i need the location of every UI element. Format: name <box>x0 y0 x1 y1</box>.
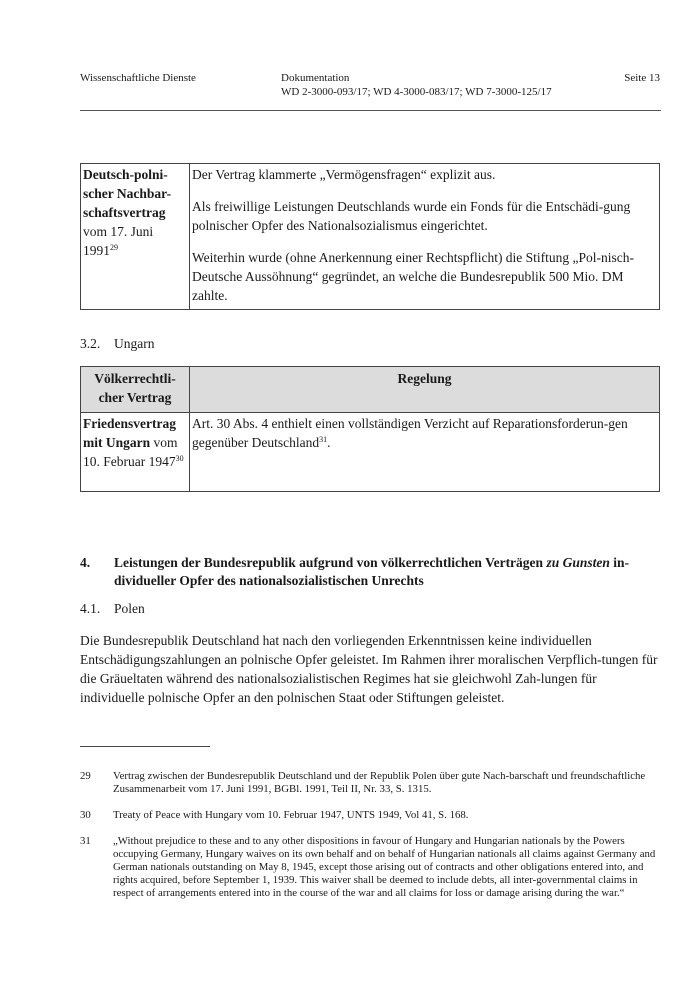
section-heading-4 <box>80 554 660 590</box>
treaty-name-cell <box>81 413 190 492</box>
section-title: Ungarn <box>114 336 155 351</box>
treaty-name-cell <box>81 164 190 310</box>
footnote-ref[interactable]: 29 <box>110 243 118 252</box>
section-number: 4. <box>80 555 91 570</box>
header-doc-numbers: WD 2-3000-093/17; WD 4-3000-083/17; WD 7-3000-125/17 <box>281 86 552 98</box>
treaty-name: Friedensvertrag mit Ungarn <box>83 416 176 450</box>
regulation-text: Art. 30 Abs. 4 enthielt einen vollständigen Verzicht auf Reparationsforderun-gen gegenüber Deutschland <box>192 416 628 450</box>
table-row <box>81 164 660 310</box>
footnote-ref[interactable]: 31 <box>319 435 328 444</box>
header-doc-type: Dokumentation <box>281 72 350 84</box>
section-title: Polen <box>114 601 145 616</box>
header-divider <box>80 110 661 111</box>
treaty-date: vom 10. Februar 1947 <box>83 435 178 469</box>
header-document-info <box>281 71 552 99</box>
header-organization: Wissenschaftliche Dienste <box>80 72 196 84</box>
section-title-italic: zu Gunsten <box>546 555 610 570</box>
regulation-cell <box>190 413 660 492</box>
table-row <box>81 413 660 492</box>
section-title-part1: Leistungen der Bundesrepublik aufgrund von völkerrechtlichen Verträgen <box>114 555 547 570</box>
footnote-ref[interactable]: 30 <box>175 454 184 463</box>
body-paragraph: Die Bundesrepublik Deutschland hat nach den vorliegenden Erkenntnissen keine individuellen Entschädigungszahlungen an polnische Opfer geleistet. Im Rahmen ihrer moralischen Verpflich-tungen für die Gräueltaten während des nationalsozialistischen Regimes hat sie gleichwohl Zah-lungen für individuelle polnische Opfer an den polnischen Staat oder Stiftungen geleistet. <box>80 633 658 705</box>
footnote-text: Vertrag zwischen der Bundesrepublik Deutschland und der Republik Polen über gute Nach-barschaft und freundschaftliche Zusammenarbeit vom 17. Juni 1991, BGBl. 1991, Teil II, Nr. 33, S. 1315. <box>113 770 646 795</box>
section-title-part2: in-dividueller Opfer des nationalsozialistischen Unrechts <box>114 555 629 588</box>
section-number: 4.1. <box>80 601 101 616</box>
regulation-paragraph: Der Vertrag klammerte „Vermögensfragen“ explizit aus. <box>192 167 496 182</box>
footnote-number: 30 <box>80 809 91 821</box>
footnote <box>80 770 661 796</box>
footnote-text: Treaty of Peace with Hungary vom 10. Februar 1947, UNTS 1949, Vol 41, S. 168. <box>113 809 469 821</box>
column-header-regulation: Regelung <box>190 367 660 413</box>
section-number: 3.2. <box>80 336 101 351</box>
poland-treaty-table <box>80 163 660 310</box>
regulation-text-end: . <box>327 435 331 450</box>
regulation-cell <box>190 164 660 310</box>
section-title <box>114 554 660 590</box>
section-heading-3-2 <box>80 335 155 353</box>
table-header-row <box>81 367 660 413</box>
treaty-name: Deutsch-polni-scher Nachbar-schaftsvertrag <box>83 167 172 220</box>
footnote-number: 31 <box>80 835 91 847</box>
page-number: Seite 13 <box>624 72 660 84</box>
regulation-paragraph: Als freiwillige Leistungen Deutschlands wurde ein Fonds für die Entschädi-gung polnischer Opfer des Nationalsozialismus eingerichtet. <box>192 199 631 233</box>
footnote <box>80 835 661 900</box>
column-header-treaty: Völkerrechtli-cher Vertrag <box>81 367 190 413</box>
hungary-treaty-table <box>80 366 660 492</box>
regulation-paragraph: Weiterhin wurde (ohne Anerkennung einer Rechtspflicht) die Stiftung „Pol-nisch-Deutsche Aussöhnung“ gegründet, an welche die Bundesrepublik 500 Mio. DM zahlte. <box>192 250 635 303</box>
footnote-text: „Without prejudice to these and to any other dispositions in favour of Hungary and Hungarian nationals by the Powers occupying Germany, Hungary waives on its own behalf and on behalf of Hungarian nationals all claims against Germany and German nationals outstanding on May 8, 1945, except those arising out of contracts and other obligations entered into, and rights acquired, before September 1, 1939. This waiver shall be deemed to include debts, all inter-governmental claims in respect of arrangements entered into in the course of the war and all claims for loss or damage arising during the war.“ <box>113 835 656 899</box>
section-heading-4-1 <box>80 600 145 618</box>
footnote-divider <box>80 746 210 747</box>
footnote-number: 29 <box>80 770 91 782</box>
treaty-date: vom 17. Juni 1991 <box>83 224 154 258</box>
footnote <box>80 809 661 822</box>
